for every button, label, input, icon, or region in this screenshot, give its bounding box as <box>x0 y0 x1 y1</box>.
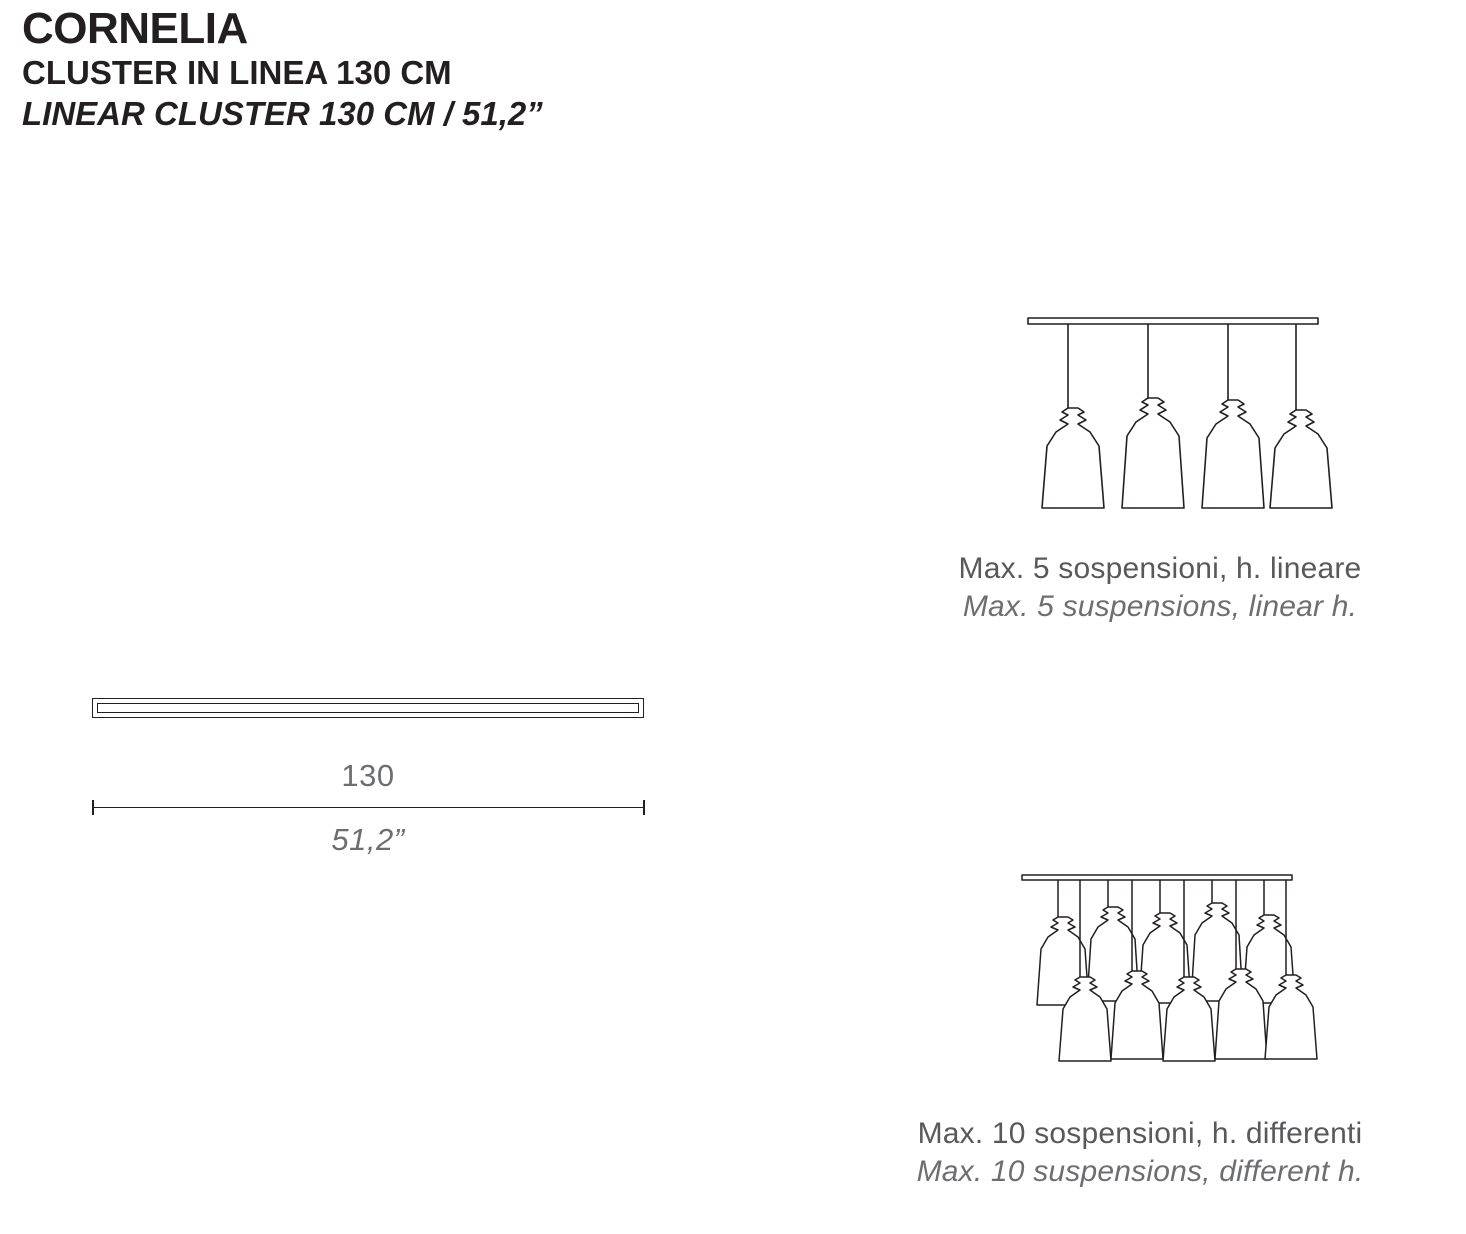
dimension-tick-left <box>92 800 94 815</box>
option-linear-caption-it: Max. 5 sospensioni, h. lineare <box>958 552 1362 585</box>
dimension-tick-right <box>643 800 645 815</box>
pendant-cluster-different-illustration <box>830 865 1450 1110</box>
option-linear-captions <box>870 550 1450 625</box>
option-linear-caption-en: Max. 5 suspensions, linear h. <box>962 589 1358 623</box>
page-subtitle-it: CLUSTER IN LINEA 130 CM <box>22 54 452 92</box>
dimension-line <box>92 807 644 808</box>
option-different-caption-en: Max. 10 suspensions, different h. <box>916 1154 1364 1188</box>
pendant-cluster-linear-illustration <box>830 300 1450 545</box>
linear-profile-bar-inner <box>97 703 639 713</box>
option-different-captions <box>830 1115 1450 1190</box>
dimension-value-cm: 130 <box>341 758 395 793</box>
page-title: CORNELIA <box>22 4 248 53</box>
title-block <box>22 6 922 134</box>
linear-profile-bar <box>92 698 644 718</box>
option-different-caption-it: Max. 10 sospensioni, h. differenti <box>917 1117 1363 1150</box>
page-subtitle-en: LINEAR CLUSTER 130 CM / 51,2” <box>22 95 543 133</box>
dimension-value-inches: 51,2” <box>331 822 405 857</box>
